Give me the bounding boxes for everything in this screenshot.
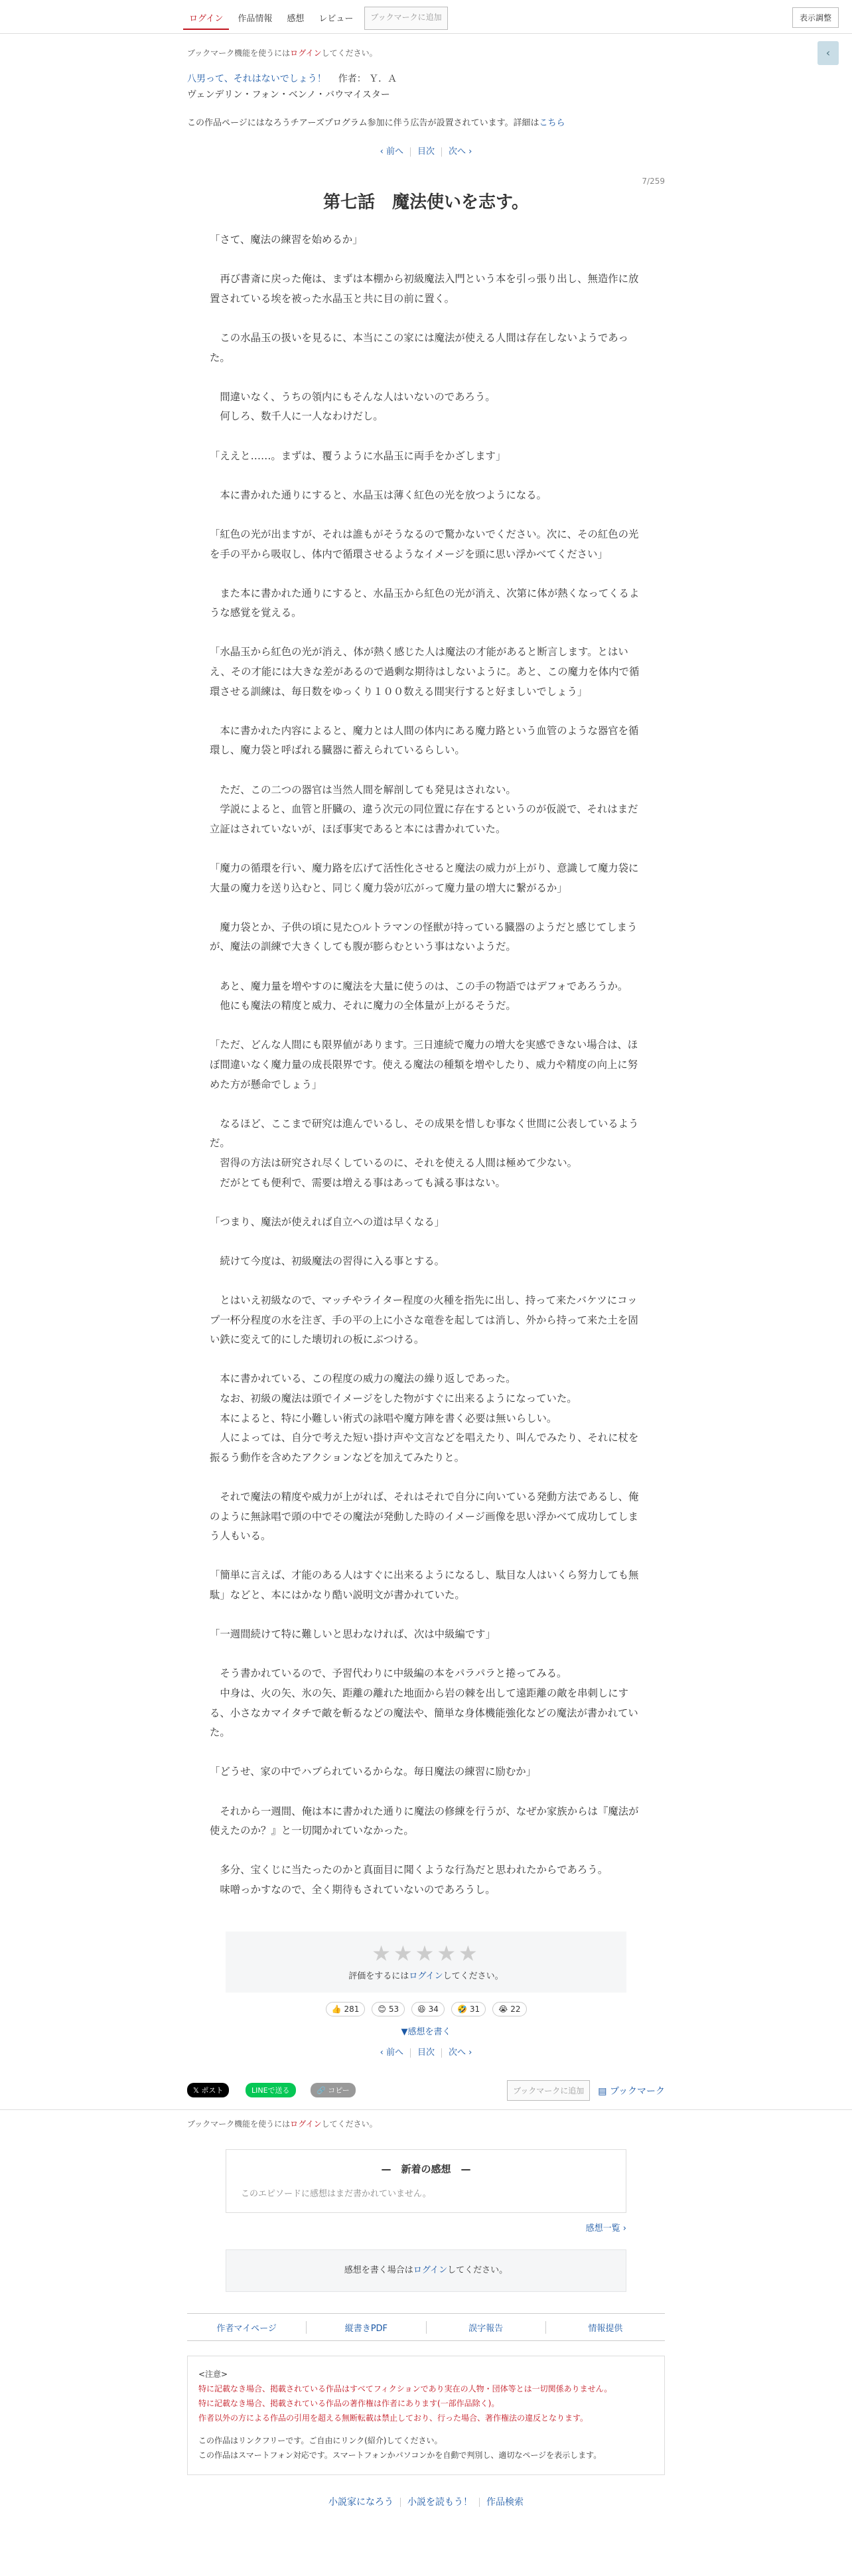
paragraph-spacer: [210, 623, 642, 643]
series-title-link[interactable]: 八男って、それはないでしょう！: [187, 74, 326, 84]
info-provide-link[interactable]: 情報提供: [588, 2323, 623, 2334]
paragraph-spacer: [210, 761, 642, 781]
notice-line: 特に記載なき場合、掲載されている作品はすべてフィクションであり実在の人物・団体等とは一切関係ありません。: [198, 2384, 612, 2394]
site-links: [187, 2495, 665, 2508]
impression-list-link[interactable]: 感想一覧 ›: [585, 2224, 626, 2234]
paragraph-spacer: [210, 898, 642, 918]
reaction-count: 53: [388, 2005, 399, 2014]
novel-paragraph: 「魔力の循環を行い、魔力路を広げて活性化させると魔法の威力が上がり、意識して魔力袋に大量の魔力を送り込むと、同じく魔力袋が広がって魔力量の増大に繋がるか」: [210, 862, 639, 894]
display-settings-button[interactable]: 表示調整: [792, 7, 839, 28]
site-link-search[interactable]: 作品検索: [486, 2497, 524, 2508]
next-link[interactable]: 次へ ›: [449, 147, 472, 157]
paragraph-spacer: [210, 505, 642, 525]
paragraph-spacer: [210, 1782, 642, 1802]
write-impression-toggle[interactable]: ▼感想を書く: [401, 2027, 451, 2038]
notice-line: 作者以外の方による作品の引用を超える無断転載は禁止しており、行った場合、著作権法の違反となります。: [198, 2413, 589, 2423]
paragraph-spacer: [210, 839, 642, 859]
series-line: [187, 72, 665, 85]
vertical-pdf-link[interactable]: 縦書きPDF: [307, 2321, 426, 2334]
novel-paragraph: 「ただ、どんな人間にも限界値があります。三日連続で魔力の増大を実感できない場合は、ほぼ間違いなく魔力量の成長限界です。使える魔法の種類を増やしたり、威力や精度の向上に努めた方が懸命でしょう」: [210, 1039, 638, 1091]
novel-paragraph: あと、魔力量を増やすのに魔法を大量に使うのは、この手の物語ではデフォであろうか。 他にも魔法の精度と威力、それに魔力の全体量が上がるそうだ。: [220, 980, 628, 1012]
reaction-icon: 😊: [378, 2005, 386, 2014]
novel-paragraph: 「簡単に言えば、才能のある人はすぐに出来るようになるし、駄目な人はいくら努力しても無駄」などと、本にはかなり酷い説明文が書かれていた。: [210, 1569, 639, 1601]
rating-box: [226, 1932, 626, 1993]
prev-link[interactable]: ‹ 前へ: [380, 147, 403, 157]
line-share-button[interactable]: LINEで送る: [246, 2083, 296, 2097]
novel-paragraph: 魔力袋とか、子供の頃に見た○ルトラマンの怪獣が持っている臓器のようだと感じてしまうが、魔法の訓練で大きくしても腹が膨らむという事はないようだ。: [210, 921, 638, 953]
bookmark-login-note: ブックマーク機能を使うにはログインしてください。: [187, 2119, 378, 2129]
novel-paragraph: 本に書かれている、この程度の威力の魔法の繰り返しであった。 なお、初級の魔法は頭でイメージをした物がすぐに出来るようになっていた。 本によると、特に小難しい術式の詠唱や魔方陣を書く必要は無いらしい。 人によっては、自分で考えた短い掛け声や文言などを唱えたり、叫んでみたり、それに杖を振るう動作を含めたアクションなどを加えてみたりと。: [210, 1373, 639, 1464]
paragraph-spacer: [210, 1095, 642, 1114]
novel-paragraph: 続けて今度は、初級魔法の習得に入る事とする。: [210, 1254, 445, 1267]
episode-title: 第七話 魔法使いを志す。: [323, 192, 529, 212]
novel-paragraph: 間違いなく、うちの領内にもそんな人はいないのであろう。 何しろ、数千人に一人なわけだし。: [220, 390, 496, 423]
reaction-button[interactable]: [451, 2002, 486, 2016]
write-login-link[interactable]: ログイン: [413, 2265, 448, 2276]
toc-link[interactable]: 目次: [417, 2048, 435, 2058]
reaction-count: 281: [344, 2005, 360, 2014]
divider: [410, 2048, 411, 2058]
novel-paragraph: とはいえ初級なので、マッチやライター程度の火種を指先に出し、持って来たバケツにコップ一杯分程度の水を注ぎ、手の平の上に小さな竜巻を起しては消し、外から持って来た土を固い鉄に変えて的にした壊切れの板にぶつける。: [210, 1294, 638, 1346]
paragraph-spacer: [210, 1016, 642, 1036]
nav-reviews[interactable]: レビュー: [319, 14, 354, 24]
paragraph-spacer: [210, 250, 642, 270]
write-impression-box: 感想を書く場合はログインしてください。: [226, 2249, 626, 2292]
side-panel-toggle[interactable]: ‹: [817, 41, 839, 65]
login-link[interactable]: ログイン: [290, 48, 322, 58]
novel-paragraph: 「どうせ、家の中でハブられているからな。毎日魔法の練習に励むか」: [210, 1766, 537, 1778]
novel-paragraph: 「つまり、魔法が使えれば自立への道は早くなる」: [210, 1215, 445, 1228]
notice-line: この作品はスマートフォン対応です。スマートフォンかパソコンかを自動で判別し、適切なページを表示します。: [198, 2451, 602, 2461]
top-bar: [0, 0, 852, 34]
share-row: [187, 2080, 665, 2100]
nav-work-info[interactable]: 作品情報: [238, 14, 273, 24]
paragraph-spacer: [210, 1350, 642, 1370]
novel-paragraph: それで魔法の精度や威力が上がれば、それはそれで自分に向いている発動方法であるし、俺のように無詠唱で頭の中でその魔法が発動した時のイメージ画像を思い浮かべて成功してしまう人もいる。: [210, 1491, 639, 1543]
divider: [441, 147, 442, 157]
paragraph-spacer: [210, 1271, 642, 1291]
work-info: [187, 34, 665, 128]
paragraph-spacer: [210, 309, 642, 329]
spacer: [198, 2425, 654, 2433]
divider: [400, 2498, 401, 2507]
paragraph-spacer: [210, 1193, 642, 1213]
nav-login[interactable]: ログイン: [183, 7, 229, 30]
author-mypage-link[interactable]: 作者マイページ: [187, 2321, 307, 2334]
novel-paragraph: 「水晶玉から紅色の光が消え、体が熱く感じた人は魔法の才能があると断言します。とはいえ、その才能には大きな差があるので過剰な期待はしないように。あと、この魔力を体内で循環させる訓練は、毎日数をゆっくり１００数える間実行すると好ましいでしょう」: [210, 646, 640, 698]
reaction-bar: [187, 2002, 665, 2016]
paragraph-spacer: [210, 1468, 642, 1487]
divider: [410, 147, 411, 157]
notice-box: [187, 2356, 665, 2475]
paragraph-spacer: [210, 368, 642, 388]
notice-line: この作品はリンクフリーです。ご自由にリンク(紹介)してください。: [198, 2436, 443, 2446]
no-impressions-text: このエピソードに感想はまだ書かれていません。: [241, 2189, 431, 2200]
author-label: 作者： Ｙ．Ａ: [338, 74, 397, 84]
paragraph-spacer: [210, 957, 642, 977]
latest-impressions-box: [226, 2149, 626, 2213]
ad-details-link[interactable]: こちら: [539, 118, 565, 128]
reaction-icon: 😆: [417, 2005, 426, 2014]
reaction-icon: 🤣: [457, 2005, 467, 2014]
impression-list-row: [187, 2221, 626, 2234]
novel-paragraph: 本に書かれた内容によると、魔力とは人間の体内にある魔力路という血管のような器官を循環し、魔力袋と呼ばれる臓器に蓄えられているらしい。: [210, 724, 639, 757]
paragraph-spacer: [210, 1841, 642, 1861]
site-link-yomou[interactable]: 小説を読もう！: [407, 2497, 472, 2508]
ad-note: この作品ページにはなろうチアーズプログラム参加に伴う広告が設置されています。詳細はこちら: [187, 118, 565, 128]
footer-links: [187, 2313, 665, 2341]
toc-link[interactable]: 目次: [417, 147, 435, 157]
paragraph-spacer: [210, 1606, 642, 1626]
bookmark-add-button[interactable]: ブックマークに追加: [507, 2080, 590, 2101]
reaction-count: 22: [510, 2005, 521, 2014]
novel-paragraph: 本に書かれた通りにすると、水晶玉は薄く紅色の光を放つようになる。: [210, 489, 547, 501]
copy-link-button[interactable]: 🔗 コピー: [311, 2083, 356, 2097]
rating-login-link[interactable]: ログイン: [409, 1971, 443, 1982]
novel-body: [187, 230, 665, 1900]
novel-paragraph: 「さて、魔法の練習を始めるか」: [210, 234, 363, 246]
reaction-button[interactable]: [411, 2002, 445, 2016]
login-link[interactable]: ログイン: [290, 2119, 322, 2129]
bookmark-add-button[interactable]: ブックマークに追加: [364, 7, 447, 30]
divider: [479, 2498, 480, 2507]
novel-paragraph: 再び書斎に戻った俺は、まずは本棚から初級魔法入門という本を引っ張り出し、無造作に放置されている埃を被った水晶玉と共に目の前に置く。: [210, 273, 639, 305]
paragraph-spacer: [210, 466, 642, 486]
x-post-button[interactable]: 𝕏 ポスト: [187, 2083, 229, 2097]
notice-heading: <注意>: [198, 2370, 228, 2380]
novel-paragraph: 「一週間続けて特に難しいと思わなければ、次は中級編です」: [210, 1628, 496, 1641]
reaction-icon: 😭: [498, 2005, 508, 2014]
reaction-button[interactable]: [372, 2002, 405, 2016]
paragraph-spacer: [210, 1232, 642, 1252]
paragraph-spacer: [210, 1645, 642, 1665]
next-link[interactable]: 次へ ›: [449, 2048, 472, 2058]
main-column: [187, 34, 665, 2058]
pager-top: [187, 144, 665, 157]
bookmark-login-note: ブックマーク機能を使うにはログインしてください。: [187, 48, 378, 58]
pager-bottom: [187, 2045, 665, 2058]
novel-paragraph: そう書かれているので、予習代わりに中級編の本をパラパラと捲ってみる。 中身は、火の矢、氷の矢、距離の離れた地面から岩の棘を出して遠距離の敵を串刺しにする、小さなカマイタチで敵を斬るなどの魔法や、簡単な身体機能強化などの魔法が書かれていた。: [210, 1667, 638, 1739]
divider: [0, 2109, 852, 2110]
latest-impressions-title: — 新着の感想 —: [381, 2163, 471, 2176]
reaction-button[interactable]: [492, 2002, 526, 2016]
impressions-section: [187, 2149, 665, 2508]
prev-link[interactable]: ‹ 前へ: [380, 2048, 403, 2058]
site-link-narou[interactable]: 小説家になろう: [328, 2497, 393, 2508]
reaction-count: 31: [469, 2005, 480, 2014]
paragraph-spacer: [210, 564, 642, 584]
paragraph-spacer: [210, 702, 642, 721]
bookmark-controls: [507, 2080, 665, 2101]
rating-stars[interactable]: ★★★★★: [372, 1941, 480, 1967]
novel-paragraph: この水晶玉の扱いを見るに、本当にこの家には魔法が使える人間は存在しないようであった。: [210, 331, 628, 364]
reaction-button[interactable]: [326, 2002, 366, 2016]
novel-paragraph: また本に書かれた通りにすると、水晶玉から紅色の光が消え、次第に体が熱くなってくるような感覚を覚える。: [210, 587, 640, 619]
paragraph-spacer: [210, 427, 642, 447]
nav-impressions[interactable]: 感想: [287, 14, 305, 24]
paragraph-spacer: [210, 1743, 642, 1763]
novel-paragraph: なるほど、ここまで研究は進んでいるし、その成果を惜しむ事なく世間に公表しているようだ。 習得の方法は研究され尽くしているのに、それを使える人間は極めて少ない。 だがとても便利で、需要は増える事はあっても減る事はない。: [210, 1117, 639, 1189]
notice-line: 特に記載なき場合、掲載されている作品の著作権は作者にあります(一部作品除く)。: [198, 2399, 500, 2409]
divider: [441, 2048, 442, 2058]
novel-paragraph: 「紅色の光が出ますが、それは誰もがそうなるので驚かないでください。次に、その紅色の光を手の平から吸収し、体内で循環させるようなイメージを頭に思い浮かべてください」: [210, 528, 639, 560]
bookmark-link[interactable]: ▤ ブックマーク: [598, 2085, 665, 2097]
reaction-count: 34: [428, 2005, 439, 2014]
novel-paragraph: ただ、この二つの器官は当然人間を解剖しても発見はされない。 学説によると、血管と肝臓の、違う次元の同位置に存在するというのが仮説で、それはまだ立証はされていないが、ほぼ事実であると本には書かれていた。: [210, 783, 638, 835]
typo-report-link[interactable]: 誤字報告: [427, 2321, 546, 2334]
novel-paragraph: それから一週間、俺は本に書かれた通りに魔法の修練を行うが、なぜか家族からは『魔法が使えたのか？』と一切聞かれていなかった。: [210, 1805, 639, 1837]
top-nav: [183, 7, 448, 30]
novel-paragraph: 多分、宝くじに当たったのかと真面目に聞くような行為だと思われたからであろう。 味噌っかすなので、全く期待もされていないのであろうし。: [220, 1864, 608, 1896]
protagonist-name: ヴェンデリン・フォン・ベンノ・バウマイスター: [187, 90, 390, 100]
novel-paragraph: 「ええと……。まずは、覆うように水晶玉に両手をかざします」: [210, 449, 506, 462]
page-number: 7/259: [642, 177, 665, 186]
reaction-icon: 👍: [331, 2005, 342, 2014]
paragraph-spacer: [210, 1547, 642, 1566]
rating-login-note: 評価をするにはログインしてください。: [348, 1971, 504, 1982]
